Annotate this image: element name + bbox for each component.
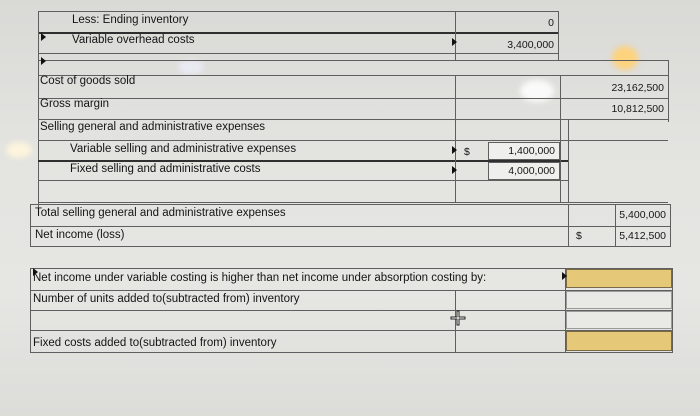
label-cost-of-goods-sold: Cost of goods sold [40,75,136,87]
label-gross-margin: Gross margin [40,98,110,110]
cell-marker-icon [41,57,46,65]
label-less-ending-inventory: Less: Ending inventory [72,14,189,26]
grid-line [558,11,559,61]
net-income-difference-input[interactable] [566,269,672,288]
label-variable-sga: Variable selling and administrative expenses [70,143,297,155]
grid-line [30,246,670,247]
cell-marker-icon [33,268,38,276]
cell-marker-icon [452,38,457,46]
label-fixed-costs-added: Fixed costs added to(subtracted from) inventory [33,337,277,349]
fixed-costs-added-input[interactable] [566,331,672,351]
dollar-sign: $ [464,146,470,158]
net-income-value[interactable]: 5,412,500 [619,230,666,242]
units-added-input[interactable] [566,291,672,309]
grid-line [30,204,670,205]
grid-line [30,226,670,227]
grid-line [568,204,569,247]
gross-margin-value[interactable]: 10,812,500 [611,103,664,115]
grid-line [38,140,668,141]
cell-marker-icon [562,272,567,280]
grid-line [30,204,31,247]
total-sga-value[interactable]: 5,400,000 [619,209,666,221]
variable-overhead-value[interactable]: 3,400,000 [507,39,554,51]
label-total-sga: Total selling general and administrative expenses [35,207,286,219]
grid-line [672,268,673,353]
dollar-sign: $ [576,230,582,242]
label-fixed-sga: Fixed selling and administrative costs [70,163,261,175]
ending-inventory-value[interactable]: 0 [548,17,554,29]
glare-top [178,60,204,74]
grid-line [38,11,39,211]
glare-right [612,46,638,70]
grid-line [30,268,31,353]
grid-line [30,352,672,353]
grid-line [568,120,569,202]
label-sga-expenses: Selling general and administrative expenses [40,121,266,133]
move-cursor-icon [450,310,466,326]
variable-sga-value[interactable]: 1,400,000 [488,142,560,160]
cell-marker-icon [41,33,46,41]
cogs-value[interactable]: 23,162,500 [611,82,664,94]
cell-marker-icon [452,166,457,174]
grid-line [38,11,558,12]
grid-line [38,180,568,181]
grid-line [560,75,561,203]
glare-left [6,142,32,158]
grid-line [38,202,668,203]
label-variable-overhead-costs: Variable overhead costs [72,34,195,46]
grid-line [38,119,668,120]
label-net-income: Net income (loss) [35,229,125,241]
label-net-income-higher: Net income under variable costing is higher than net income under absorption costing by: [33,272,487,284]
label-units-added: Number of units added to(subtracted from) inventory [33,293,300,305]
grid-line [38,98,668,99]
grid-line [455,75,456,203]
units-added-extra-input[interactable] [566,311,672,329]
grid-line [668,60,669,122]
grid-line [670,204,671,247]
cell-marker-icon [452,146,457,154]
grid-line [38,60,668,61]
fixed-sga-value[interactable]: 4,000,000 [488,162,560,180]
